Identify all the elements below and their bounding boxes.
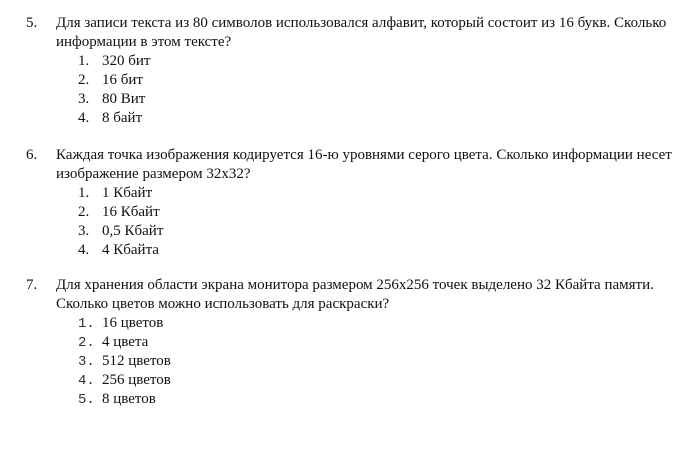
answer-option — [78, 203, 666, 222]
option-text: 4 Кбайта — [102, 242, 159, 258]
option-number: 1. — [78, 316, 95, 332]
answer-option — [78, 52, 666, 71]
option-text: 256 цветов — [102, 372, 171, 388]
option-number: 4. — [78, 373, 95, 389]
answer-option — [78, 241, 666, 260]
question-number: 5. — [26, 15, 38, 31]
answer-option — [78, 222, 666, 241]
option-text: 8 байт — [102, 110, 143, 126]
question-number: 6. — [26, 147, 38, 163]
option-text: 16 цветов — [102, 315, 164, 331]
option-text: 512 цветов — [102, 353, 171, 369]
option-text: 320 бит — [102, 53, 151, 69]
question-text: Для хранения области экрана монитора размером 256х256 точек выделено 32 Кбайта памяти. Сколько цветов можно использовать для раскраски? — [56, 277, 654, 312]
question-6 — [26, 146, 672, 260]
answer-option — [78, 109, 666, 128]
option-number: 4. — [78, 242, 90, 258]
answer-options — [78, 52, 666, 128]
answer-option — [78, 314, 666, 333]
answer-option — [78, 71, 666, 90]
option-number: 1. — [78, 53, 90, 69]
answer-option — [78, 390, 666, 409]
option-text: 8 цветов — [102, 391, 156, 407]
option-number: 5. — [78, 392, 95, 408]
question-5 — [26, 14, 666, 128]
answer-option — [78, 184, 666, 203]
option-text: 0,5 Кбайт — [102, 223, 164, 239]
answer-option — [78, 333, 666, 352]
option-text: 16 Кбайт — [102, 204, 160, 220]
option-number: 2. — [78, 335, 95, 351]
question-7 — [26, 276, 666, 409]
question-text: Каждая точка изображения кодируется 16-ю уровнями серого цвета. Сколько информации несет изображение размером 32х32? — [56, 147, 672, 182]
option-number: 3. — [78, 91, 90, 107]
answer-options — [78, 184, 666, 260]
answer-option — [78, 352, 666, 371]
question-text: Для записи текста из 80 символов использовался алфавит, который состоит из 16 букв. Сколько информации в этом тексте? — [56, 15, 667, 50]
question-number: 7. — [26, 277, 38, 293]
option-number: 2. — [78, 72, 90, 88]
option-number: 2. — [78, 204, 90, 220]
option-text: 16 бит — [102, 72, 143, 88]
answer-option — [78, 90, 666, 109]
option-number: 3. — [78, 354, 95, 370]
option-text: 1 Кбайт — [102, 185, 153, 201]
option-text: 4 цвета — [102, 334, 149, 350]
option-text: 80 Вит — [102, 91, 146, 107]
answer-option — [78, 371, 666, 390]
option-number: 1. — [78, 185, 90, 201]
option-number: 3. — [78, 223, 90, 239]
answer-options — [78, 314, 666, 409]
option-number: 4. — [78, 110, 90, 126]
